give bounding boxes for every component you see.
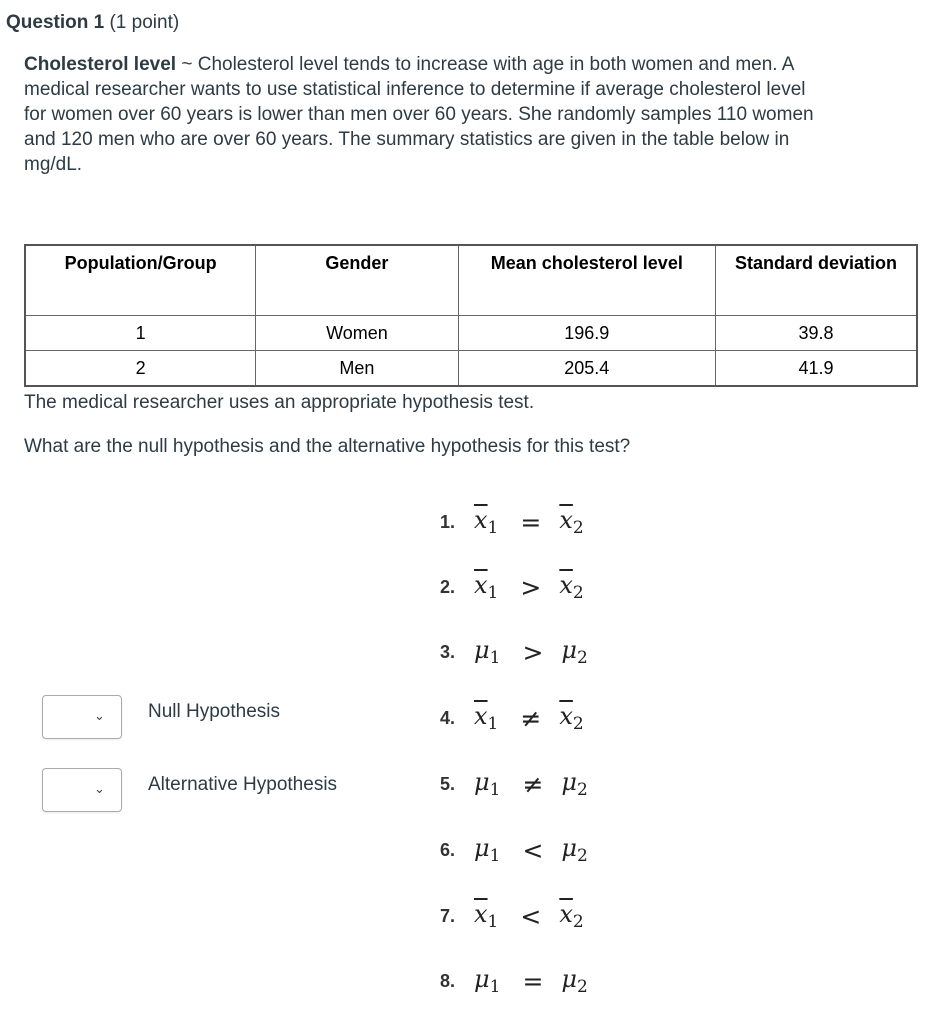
option-rhs-symbol: $\overline{x}$ — [559, 702, 573, 730]
option-rhs-symbol: μ — [561, 636, 577, 664]
option-number: 1. — [440, 511, 456, 532]
option-number: 8. — [440, 970, 456, 991]
option-lhs-subscript: 1 — [489, 846, 501, 866]
question-ask: What are the null hypothesis and the alternative hypothesis for this test? — [24, 436, 631, 457]
question-header — [6, 12, 179, 34]
option-operator: = — [520, 507, 542, 537]
table-cell: 41.9 — [715, 351, 917, 387]
option-lhs-symbol: $\overline{x}$ — [474, 702, 488, 730]
option-rhs-subscript: 2 — [572, 912, 584, 932]
option-operator: < — [520, 901, 542, 931]
table-cell: 1 — [25, 316, 256, 351]
option-rhs-subscript: 2 — [572, 714, 584, 734]
option-operator: > — [520, 572, 542, 602]
table-cell: Men — [256, 351, 458, 387]
option-number: 5. — [440, 773, 456, 794]
option-lhs-symbol: $\overline{x}$ — [474, 900, 488, 928]
null-hypothesis-label: Null Hypothesis — [148, 701, 280, 722]
option-number: 3. — [440, 641, 456, 662]
option-number: 4. — [440, 707, 456, 728]
option-rhs-symbol: μ — [561, 834, 577, 862]
chevron-down-icon: ⌄ — [94, 782, 105, 797]
option-item — [440, 698, 700, 738]
option-item — [440, 764, 700, 804]
option-rhs-subscript: 2 — [577, 846, 588, 866]
topic-separator: ~ — [176, 54, 198, 75]
null-hypothesis-select[interactable] — [42, 695, 122, 739]
option-rhs-subscript: 2 — [577, 648, 588, 668]
alternative-hypothesis-label: Alternative Hypothesis — [148, 774, 338, 795]
table-header-cell: Mean cholesterol level — [458, 245, 715, 316]
alternative-hypothesis-select[interactable] — [42, 768, 122, 812]
option-rhs-subscript: 2 — [577, 977, 588, 997]
option-lhs-symbol: μ — [474, 834, 490, 862]
option-number: 7. — [440, 905, 456, 926]
table-row — [25, 351, 917, 387]
option-lhs-subscript: 1 — [489, 977, 501, 997]
option-lhs-symbol: $\overline{x}$ — [474, 506, 488, 534]
option-rhs-symbol: μ — [561, 965, 577, 993]
question-prompt — [24, 52, 824, 177]
table-cell: 196.9 — [458, 316, 715, 351]
option-operator: = — [522, 966, 544, 996]
table-cell: 2 — [25, 351, 256, 387]
option-lhs-subscript: 1 — [487, 714, 499, 734]
option-operator: < — [522, 835, 544, 865]
option-lhs-subscript: 1 — [487, 912, 499, 932]
table-header-cell: Gender — [256, 245, 458, 316]
option-lhs-subscript: 1 — [489, 780, 501, 800]
option-number: 2. — [440, 576, 456, 597]
option-lhs-subscript: 1 — [487, 583, 499, 603]
option-rhs-subscript: 2 — [577, 780, 588, 800]
question-points: (1 point) — [109, 12, 180, 33]
test-note: The medical researcher uses an appropriate hypothesis test. — [24, 392, 535, 413]
option-item — [440, 896, 700, 936]
option-rhs-symbol: μ — [561, 768, 577, 796]
option-operator: > — [522, 637, 544, 667]
option-item — [440, 632, 700, 672]
option-number: 6. — [440, 839, 456, 860]
option-item — [440, 502, 700, 542]
option-lhs-symbol: $\overline{x}$ — [474, 571, 488, 599]
table-row — [25, 316, 917, 351]
chevron-down-icon: ⌄ — [94, 709, 105, 724]
option-item — [440, 830, 700, 870]
table-header-row — [25, 245, 917, 316]
option-lhs-symbol: μ — [474, 636, 490, 664]
option-lhs-symbol: μ — [474, 768, 490, 796]
option-lhs-subscript: 1 — [487, 518, 499, 538]
option-rhs-symbol: $\overline{x}$ — [559, 506, 573, 534]
option-item — [440, 567, 700, 607]
option-lhs-symbol: μ — [474, 965, 490, 993]
table-cell: Women — [256, 316, 458, 351]
option-lhs-subscript: 1 — [489, 648, 501, 668]
question-topic: Cholesterol level — [24, 54, 177, 75]
option-rhs-subscript: 2 — [572, 583, 584, 603]
option-rhs-symbol: $\overline{x}$ — [559, 571, 573, 599]
option-rhs-symbol: $\overline{x}$ — [559, 900, 573, 928]
summary-statistics-table — [24, 244, 918, 387]
table-header-cell: Standard deviation — [715, 245, 917, 316]
option-item — [440, 961, 700, 1001]
option-rhs-subscript: 2 — [572, 518, 584, 538]
table-cell: 205.4 — [458, 351, 715, 387]
question-text: Cholesterol level tends to increase with age in both women and men. A medical researcher wants to use statistical inference to determine if average cholesterol level for women over 60 years is lower than men over 60 years. She randomly samples 110 women and 120 men who are over 60 years. The summary statistics are given in the table below in mg/dL. — [24, 54, 814, 175]
question-title: Question 1 — [6, 12, 105, 33]
table-cell: 39.8 — [715, 316, 917, 351]
option-operator: ≠ — [520, 703, 542, 733]
table-header-cell: Population/Group — [25, 245, 256, 316]
option-operator: ≠ — [522, 769, 544, 799]
